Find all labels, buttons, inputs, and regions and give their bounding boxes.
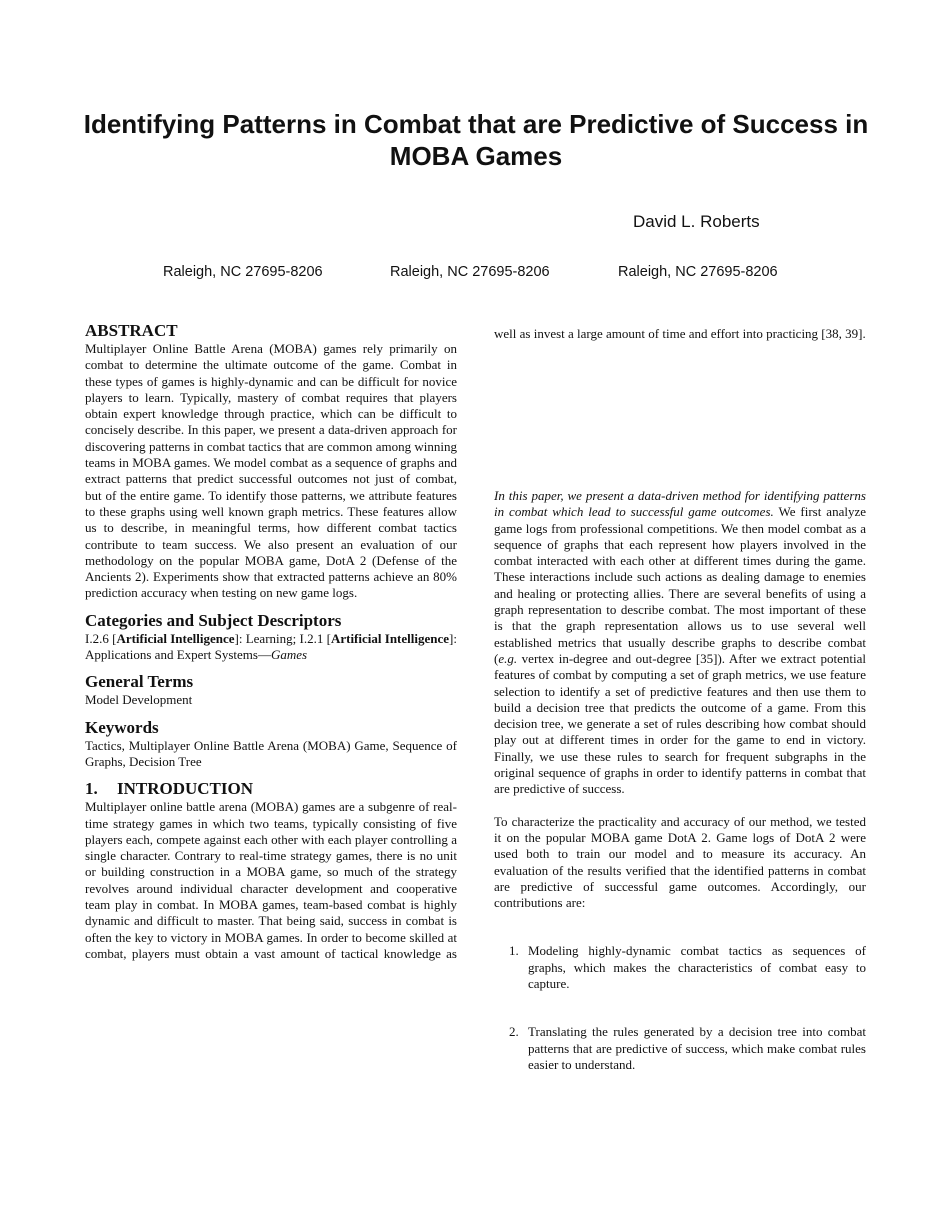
keywords-heading: Keywords [85, 717, 159, 737]
author-name: David L. Roberts [633, 212, 760, 231]
categories-heading: Categories and Subject Descriptors [85, 610, 342, 630]
contribution-item: 1. Modeling highly-dynamic combat tactics as sequences of graphs, which makes the characteristics of combat easy to capture. [509, 943, 866, 992]
contribution-item: 2. Translating the rules generated by a decision tree into combat patterns that are predictive of success, which make combat rules easier to understand. [509, 1024, 866, 1072]
keywords-text: Tactics, Multiplayer Online Battle Arena (MOBA) Game, Sequence of Graphs, Decision Tree [85, 737, 457, 769]
general-terms-heading: General Terms [85, 672, 194, 692]
affiliation-1: Raleigh, NC 27695-8206 [163, 264, 323, 280]
paper-title: Identifying Patterns in Combat that are Predictive of Success in MOBA Games [83, 109, 869, 171]
right-column [494, 326, 866, 1073]
left-column [85, 320, 457, 961]
contributions-list [494, 943, 866, 1073]
abstract-text: Multiplayer Online Battle Arena (MOBA) games rely primarily on combat to determine the ultimate outcome of the game. Combat in these types of games is highly-dynamic and can be difficult for novice players to learn. Typically, mastery of combat requires that players obtain expert knowledge through practice, which can be difficult to concisely describe. In this paper, we present a data-driven approach for discovering patterns in combat tactics that are common among winning teams in MOBA games. We model combat as a sequence of graphs and extract patterns that predict successful outcomes not just of combat, but of the entire game. To identify those patterns, we attribute features to these graphs using well known graph metrics. These features allow us to describe, in meaningful terms, how different combat tactics contribute to team success. We also present an evaluation of our methodology on the popular MOBA game, DotA 2 (Defense of the Ancients 2). Experiments show that extracted patterns achieve an 80% prediction accuracy when testing on new game logs. [85, 341, 457, 601]
introduction-paragraph-2: In this paper, we present a data-driven method for identifying patterns in combat which lead to successful game outcomes. We first analyze game logs from professional competitions. We then model combat as a sequence of graphs that each represent how players involved in the combat interacted with each other at different times during the game. These interactions include such actions as dealing damage to enemies and healing or protecting allies. There are several benefits of using a graph representation to describe combat. The most important of these is that the graph representation allows us to use several well established metrics that usually describe graphs to describe combat (e.g. vertex in-degree and out-degree [35]). After we extract potential features of combat by computing a set of graph metrics, we use feature selection to identify a set of predictive features and then use them to build a decision tree that predicts the outcome of a game. From this decision tree, we generate a set of rules describing how combat should play out at different times in order for the game to end in victory. Finally, we use these rules to search for frequent subgraphs in the original sequence of graphs in order to identify patterns in combat that are predictive of success. [494, 488, 866, 797]
affiliation-2: Raleigh, NC 27695-8206 [390, 264, 550, 280]
introduction-paragraph-1-continued: well as invest a large amount of time and effort into practicing [38, 39]. [494, 326, 866, 341]
introduction-paragraph-1: Multiplayer online battle arena (MOBA) games are a subgenre of real-time strategy games in which two teams, typically consisting of five players each, compete against each other with each player controlling a single character. Contrary to real-time strategy games, there is no unit or building construction in a MOBA game, so much of the strategy revolves around individual character development and cooperative team play in combat. In MOBA games, team-based combat is highly dynamic and difficult to master. That being said, success in combat is often the key to victory in MOBA games. In order to become skilled at combat, players must obtain a vast amount of tactical knowledge as [85, 799, 457, 961]
affiliation-3: Raleigh, NC 27695-8206 [618, 264, 778, 280]
general-terms-text: Model Development [85, 692, 193, 708]
introduction-paragraph-3: To characterize the practicality and accuracy of our method, we tested it on the popular MOBA game DotA 2. Game logs of DotA 2 were used both to train our model and to measure its accuracy. An evaluation of the results verified that the identified patterns in combat are predictive of successful game outcomes. Accordingly, our contributions are: [494, 813, 866, 911]
categories-text: I.2.6 [Artificial Intelligence]: Learning; I.2.1 [Artificial Intelligence]: Applications and Expert Systems—Games [85, 630, 457, 663]
introduction-heading: 1. INTRODUCTION [85, 779, 254, 799]
abstract-heading: ABSTRACT [85, 321, 178, 340]
